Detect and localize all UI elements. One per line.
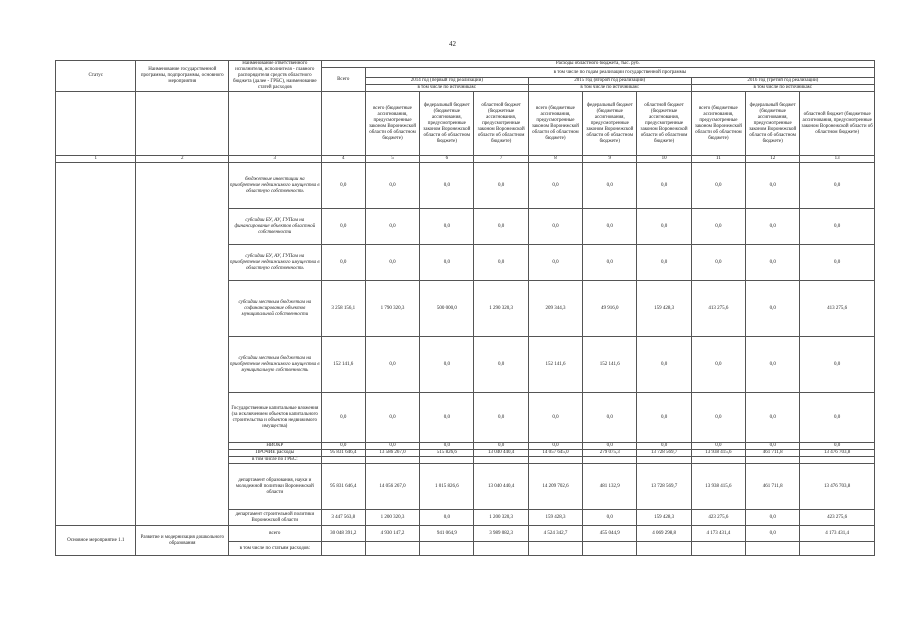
column-number: 5 xyxy=(365,156,419,163)
value-cell xyxy=(474,542,528,556)
value-cell: 30 048 391,2 xyxy=(321,526,365,542)
value-cell: 423 275,6 xyxy=(800,510,875,526)
value-cell: 1 200 320,3 xyxy=(365,510,419,526)
value-cell: 159 428,3 xyxy=(637,281,691,337)
value-cell xyxy=(800,457,875,464)
column-number: 9 xyxy=(583,156,637,163)
header-grbs: Наименование ответственного исполнителя, исполнителя - главного распорядителя средств областного бюджета (далее - ГРБС), наименование статей расходов xyxy=(229,61,322,92)
value-cell: 0,0 xyxy=(528,393,582,443)
value-cell: 4 069 298,8 xyxy=(637,526,691,542)
program-cell xyxy=(136,457,229,464)
status-cell xyxy=(56,245,136,281)
header-sources-2015: в том числе по источникам: xyxy=(528,85,691,92)
value-cell: 0,0 xyxy=(800,443,875,450)
header-sub-regional: областной бюджет (бюджетные ассигнования, предусмотренные законом Воронежской области об областном бюджете) xyxy=(800,92,875,156)
value-cell xyxy=(528,457,582,464)
value-cell: 423 275,6 xyxy=(691,510,745,526)
value-cell: 279 075,3 xyxy=(583,450,637,457)
header-sources-2016: в том числе по источникам: xyxy=(691,85,874,92)
value-cell: 152 141,6 xyxy=(583,337,637,393)
value-cell: 0,0 xyxy=(800,209,875,245)
value-cell: 0,0 xyxy=(420,393,474,443)
header-program-cont xyxy=(136,92,229,156)
value-cell xyxy=(800,542,875,556)
value-cell: 0,0 xyxy=(746,443,800,450)
column-number: 2 xyxy=(136,156,229,163)
value-cell: 0,0 xyxy=(420,443,474,450)
value-cell: 152 141,6 xyxy=(528,337,582,393)
table-row xyxy=(56,163,875,209)
value-cell: 0,0 xyxy=(800,245,875,281)
column-number: 12 xyxy=(746,156,800,163)
program-cell xyxy=(136,163,229,209)
row-label: субсидии БУ, АУ, ГУПам на финансирование объектов областной собственности xyxy=(229,209,322,245)
program-cell xyxy=(136,393,229,443)
value-cell: 0,0 xyxy=(800,393,875,443)
value-cell xyxy=(474,457,528,464)
value-cell: 0,0 xyxy=(746,245,800,281)
value-cell: 0,0 xyxy=(691,209,745,245)
row-label: субсидии БУ, АУ, ГУПам на приобретение недвижимого имущества в областную собственность xyxy=(229,245,322,281)
activity-row xyxy=(56,526,875,542)
header-sub-federal: федеральный бюджет (бюджетные ассигнования, предусмотренные законом Воронежской области об областном бюджете) xyxy=(583,92,637,156)
value-cell: 0,0 xyxy=(637,337,691,393)
header-year-2016: 2016 год (третий год реализации) xyxy=(691,78,874,85)
column-number: 10 xyxy=(637,156,691,163)
table-row xyxy=(56,209,875,245)
program-cell xyxy=(136,337,229,393)
table-row xyxy=(56,457,875,464)
value-cell: 4 524 342,7 xyxy=(528,526,582,542)
header-sub-federal: федеральный бюджет (бюджетные ассигнования, предусмотренные законом Воронежской области об областном бюджете) xyxy=(420,92,474,156)
value-cell: 152 141,6 xyxy=(321,337,365,393)
program-cell xyxy=(136,510,229,526)
value-cell: 13 938 415,6 xyxy=(691,464,745,510)
value-cell: 0,0 xyxy=(746,510,800,526)
value-cell xyxy=(321,457,365,464)
value-cell: 4 930 147,2 xyxy=(365,526,419,542)
program-cell xyxy=(136,443,229,450)
value-cell: 1 290 320,3 xyxy=(474,281,528,337)
value-cell: 13 476 703,8 xyxy=(800,450,875,457)
column-number: 4 xyxy=(321,156,365,163)
activity-articles-label: в том числе по статьям расходов: xyxy=(229,542,322,556)
status-cell xyxy=(56,337,136,393)
value-cell: 95 831 646,4 xyxy=(321,450,365,457)
value-cell: 0,0 xyxy=(746,281,800,337)
value-cell: 13 728 569,7 xyxy=(637,464,691,510)
value-cell: 0,0 xyxy=(637,245,691,281)
value-cell: 1 015 826,6 xyxy=(420,464,474,510)
header-status: Статус xyxy=(56,61,136,92)
value-cell: 0,0 xyxy=(474,245,528,281)
value-cell: 0,0 xyxy=(420,209,474,245)
column-number: 8 xyxy=(528,156,582,163)
table-row xyxy=(56,464,875,510)
column-number: 3 xyxy=(229,156,322,163)
value-cell: 0,0 xyxy=(746,337,800,393)
value-cell: 159 428,3 xyxy=(637,510,691,526)
value-cell: 0,0 xyxy=(746,209,800,245)
status-cell xyxy=(56,163,136,209)
value-cell: 941 064,9 xyxy=(420,526,474,542)
value-cell xyxy=(637,542,691,556)
table-row xyxy=(56,245,875,281)
status-cell xyxy=(56,510,136,526)
value-cell xyxy=(420,542,474,556)
value-cell: 14 056 267,0 xyxy=(365,464,419,510)
column-number: 6 xyxy=(420,156,474,163)
value-cell: 0,0 xyxy=(746,163,800,209)
value-cell xyxy=(583,457,637,464)
value-cell: 0,0 xyxy=(365,337,419,393)
value-cell xyxy=(583,542,637,556)
row-label: субсидии местным бюджетам на софинансирование объектов муниципальной собственности xyxy=(229,281,322,337)
value-cell: 0,0 xyxy=(800,163,875,209)
value-cell: 0,0 xyxy=(474,209,528,245)
status-cell xyxy=(56,464,136,510)
value-cell: 0,0 xyxy=(420,337,474,393)
row-label: департамент образования, науки и молодежной политики Воронежской области xyxy=(229,464,322,510)
value-cell: 0,0 xyxy=(528,209,582,245)
value-cell: 0,0 xyxy=(528,163,582,209)
row-label: Государственные капитальные вложения (за исключением объектов капитального строительства и объектов недвижимого имущества) xyxy=(229,393,322,443)
row-label: ПРОЧИЕ расходы xyxy=(229,450,322,457)
value-cell: 3 447 563,8 xyxy=(321,510,365,526)
program-cell xyxy=(136,450,229,457)
table-row xyxy=(56,393,875,443)
table-row xyxy=(56,510,875,526)
header-sub-regional: областной бюджет (бюджетные ассигнования, предусмотренные законом Воронежской области об областном бюджете) xyxy=(637,92,691,156)
value-cell: 515 826,6 xyxy=(420,450,474,457)
value-cell: 0,0 xyxy=(583,393,637,443)
value-cell: 95 831 646,4 xyxy=(321,464,365,510)
value-cell: 0,0 xyxy=(420,245,474,281)
page-number: 42 xyxy=(449,40,456,48)
program-cell xyxy=(136,464,229,510)
value-cell: 0,0 xyxy=(691,393,745,443)
value-cell: 0,0 xyxy=(746,526,800,542)
program-cell xyxy=(136,281,229,337)
value-cell: 13 476 703,8 xyxy=(800,464,875,510)
value-cell: 0,0 xyxy=(691,337,745,393)
program-cell xyxy=(136,209,229,245)
value-cell: 413 275,6 xyxy=(691,281,745,337)
header-grbs-cont xyxy=(229,92,322,156)
value-cell: 0,0 xyxy=(637,163,691,209)
status-cell xyxy=(56,393,136,443)
table-row xyxy=(56,450,875,457)
budget-table xyxy=(55,60,875,556)
table-row xyxy=(56,281,875,337)
table-row xyxy=(56,443,875,450)
value-cell: 0,0 xyxy=(474,443,528,450)
value-cell xyxy=(637,457,691,464)
row-label: бюджетные инвестиции на приобретение недвижимого имущества в областную собственность xyxy=(229,163,322,209)
value-cell: 0,0 xyxy=(321,245,365,281)
header-sources-2014: в том числе по источникам: xyxy=(365,85,528,92)
value-cell: 500 000,0 xyxy=(420,281,474,337)
value-cell: 0,0 xyxy=(746,393,800,443)
value-cell: 481 132,9 xyxy=(583,464,637,510)
value-cell: 0,0 xyxy=(800,337,875,393)
column-numbers-row xyxy=(56,156,875,163)
value-cell: 13 040 440,4 xyxy=(474,450,528,457)
value-cell: 0,0 xyxy=(321,443,365,450)
header-sub-total: всего (бюджетные ассигнования, предусмотренные законом Воронежской области об областном бюджете) xyxy=(365,92,419,156)
value-cell: 0,0 xyxy=(691,245,745,281)
value-cell: 13 586 267,0 xyxy=(365,450,419,457)
value-cell: 461 711,8 xyxy=(746,464,800,510)
value-cell: 0,0 xyxy=(365,443,419,450)
header-total-cont xyxy=(321,92,365,156)
value-cell: 3 989 082,3 xyxy=(474,526,528,542)
value-cell xyxy=(420,457,474,464)
status-cell xyxy=(56,443,136,450)
value-cell xyxy=(528,542,582,556)
status-cell xyxy=(56,209,136,245)
value-cell: 13 728 569,7 xyxy=(637,450,691,457)
value-cell: 0,0 xyxy=(420,510,474,526)
table-row xyxy=(56,337,875,393)
row-label: департамент строительной политики Воронежской области xyxy=(229,510,322,526)
value-cell: 0,0 xyxy=(583,163,637,209)
value-cell: 0,0 xyxy=(365,209,419,245)
value-cell xyxy=(746,542,800,556)
header-year-2014: 2014 год (первый год реализации) xyxy=(365,78,528,85)
value-cell: 0,0 xyxy=(528,245,582,281)
value-cell: 14 209 702,6 xyxy=(528,464,582,510)
value-cell: 0,0 xyxy=(365,245,419,281)
value-cell: 0,0 xyxy=(365,393,419,443)
value-cell: 0,0 xyxy=(583,209,637,245)
value-cell: 4 173 431,4 xyxy=(800,526,875,542)
header-year-2015: 2015 год (второй год реализации) xyxy=(528,78,691,85)
activity-status: Основное мероприятие 1.1 xyxy=(56,526,136,556)
activity-total-label: всего xyxy=(229,526,322,542)
header-total: Всего xyxy=(321,68,365,92)
status-cell xyxy=(56,281,136,337)
value-cell: 0,0 xyxy=(583,245,637,281)
value-cell: 209 344,3 xyxy=(528,281,582,337)
value-cell: 413 275,6 xyxy=(800,281,875,337)
value-cell xyxy=(691,457,745,464)
column-number: 11 xyxy=(691,156,745,163)
value-cell: 4 173 431,4 xyxy=(691,526,745,542)
value-cell: 13 938 415,6 xyxy=(691,450,745,457)
value-cell: 13 040 440,4 xyxy=(474,464,528,510)
value-cell: 0,0 xyxy=(637,393,691,443)
value-cell: 0,0 xyxy=(474,393,528,443)
column-number: 7 xyxy=(474,156,528,163)
value-cell: 1 790 320,3 xyxy=(365,281,419,337)
value-cell: 0,0 xyxy=(528,443,582,450)
value-cell: 1 200 320,3 xyxy=(474,510,528,526)
header-sub-total: всего (бюджетные ассигнования, предусмотренные законом Воронежской области об областном бюджете) xyxy=(691,92,745,156)
status-cell xyxy=(56,450,136,457)
value-cell xyxy=(321,542,365,556)
column-number: 1 xyxy=(56,156,136,163)
header-expenses-title: Расходы областного бюджета, тыс. руб. xyxy=(321,61,874,68)
value-cell: 0,0 xyxy=(474,337,528,393)
value-cell xyxy=(365,457,419,464)
row-label: в том числе по ГРБС: xyxy=(229,457,322,464)
value-cell: 0,0 xyxy=(321,209,365,245)
header-by-years: в том числе по годам реализации государственной программы xyxy=(365,68,874,78)
header-sub-regional: областной бюджет (бюджетные ассигнования, предусмотренные законом Воронежской области об областном бюджете) xyxy=(474,92,528,156)
activity-name: Развитие и модернизация дошкольного образования xyxy=(136,526,229,556)
value-cell xyxy=(746,457,800,464)
value-cell: 0,0 xyxy=(583,443,637,450)
value-cell: 0,0 xyxy=(637,443,691,450)
value-cell: 0,0 xyxy=(321,163,365,209)
row-label: субсидии местным бюджетам на приобретение недвижимого имущества в муниципальную собственность xyxy=(229,337,322,393)
value-cell: 159 428,3 xyxy=(528,510,582,526)
value-cell: 0,0 xyxy=(583,510,637,526)
value-cell: 0,0 xyxy=(691,443,745,450)
value-cell: 0,0 xyxy=(691,163,745,209)
value-cell: 461 711,8 xyxy=(746,450,800,457)
column-number: 13 xyxy=(800,156,875,163)
value-cell: 3 258 156,1 xyxy=(321,281,365,337)
value-cell: 0,0 xyxy=(637,209,691,245)
header-program: Наименование государственной программы, подпрограммы, основного мероприятия xyxy=(136,61,229,92)
header-sub-total: всего (бюджетные ассигнования, предусмотренные законом Воронежской области об областном бюджете) xyxy=(528,92,582,156)
row-label: НИОКР xyxy=(229,443,322,450)
value-cell: 0,0 xyxy=(474,163,528,209)
value-cell: 0,0 xyxy=(321,393,365,443)
header-sub-federal: федеральный бюджет (бюджетные ассигнования, предусмотренные законом Воронежской области об областном бюджете) xyxy=(746,92,800,156)
value-cell xyxy=(365,542,419,556)
program-cell xyxy=(136,245,229,281)
value-cell: 0,0 xyxy=(365,163,419,209)
status-cell xyxy=(56,457,136,464)
value-cell: 14 057 645,0 xyxy=(528,450,582,457)
value-cell: 49 916,0 xyxy=(583,281,637,337)
value-cell: 455 044,9 xyxy=(583,526,637,542)
header-status-cont xyxy=(56,92,136,156)
value-cell: 0,0 xyxy=(420,163,474,209)
value-cell xyxy=(691,542,745,556)
